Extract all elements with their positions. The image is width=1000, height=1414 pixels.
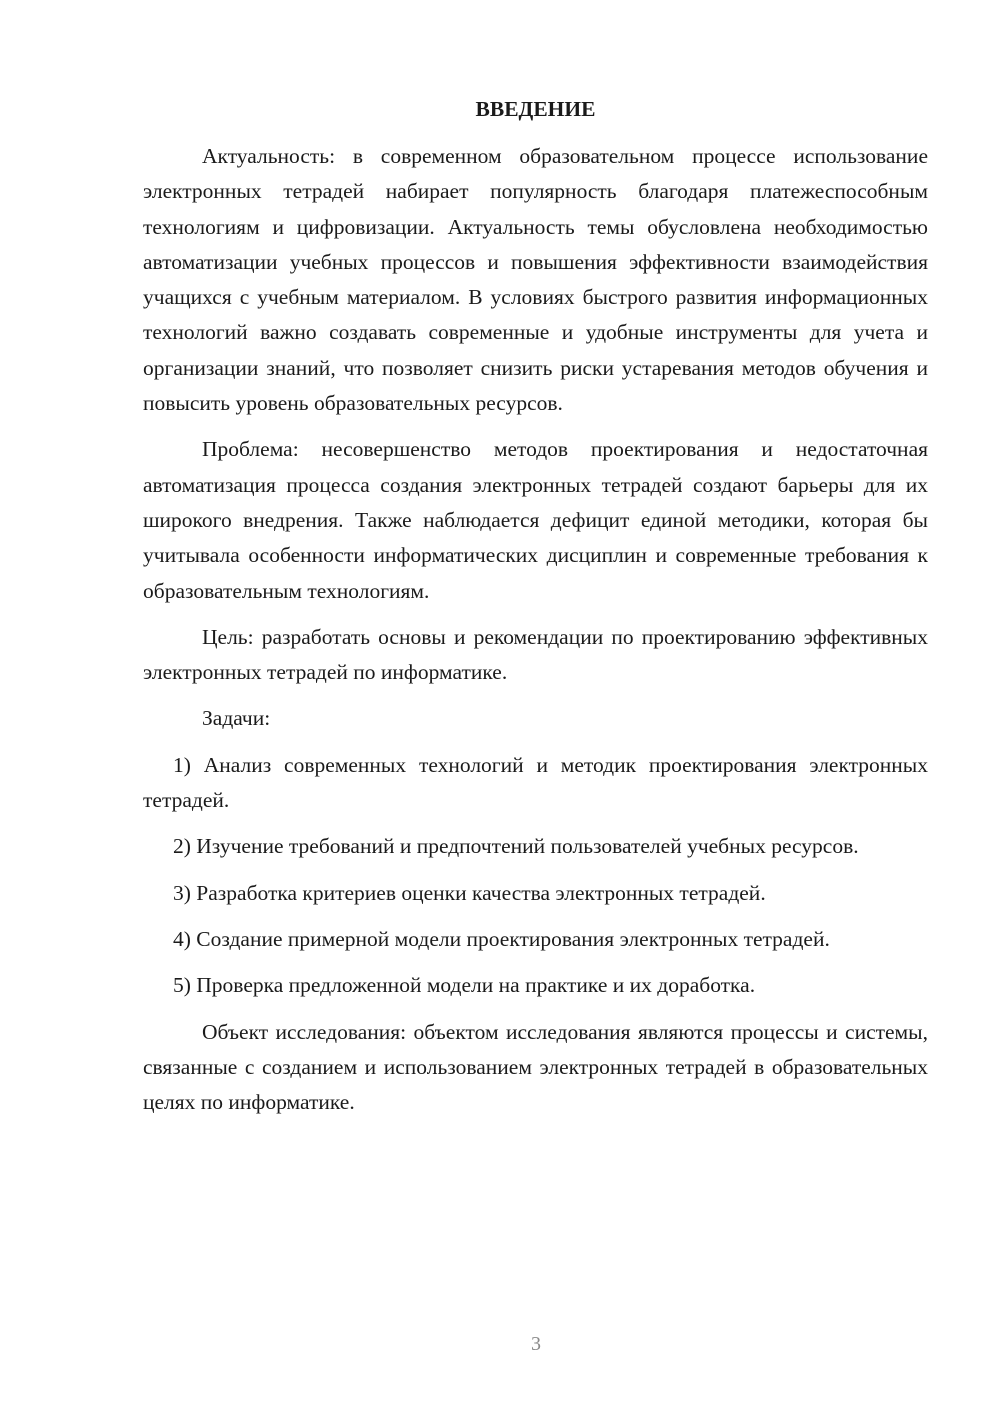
task-item-1: 1) Анализ современных технологий и методик проектирования электронных тетрадей.	[143, 752, 928, 813]
task-item-3: 3) Разработка критериев оценки качества электронных тетрадей.	[173, 880, 766, 905]
goal-paragraph: Цель: разработать основы и рекомендации по проектированию эффективных электронных тетрадей по информатике.	[143, 624, 928, 685]
page-number: 3	[531, 1333, 541, 1355]
task-item-4: 4) Создание примерной модели проектирования электронных тетрадей.	[173, 926, 830, 951]
task-item-5: 5) Проверка предложенной модели на практике и их доработка.	[173, 973, 756, 998]
problem-paragraph: Проблема: несовершенство методов проектирования и недостаточная автоматизация процесса создания электронных тетрадей создают барьеры для их широкого внедрения. Также наблюдается дефицит единой методики, которая бы учитывала особенности информатических дисциплин и современные требования к образовательным технологиям.	[143, 437, 928, 603]
task-item-2: 2) Изучение требований и предпочтений пользователей учебных ресурсов.	[173, 834, 859, 859]
relevance-paragraph: Актуальность: в современном образовательном процессе использование электронных тетрадей набирает популярность благодаря платежеспособным технологиям и цифровизации. Актуальность темы обусловлена необходимостью автоматизации учебных процессов и повышения эффективности взаимодействия учащихся с учебным материалом. В условиях быстрого развития информационных технологий важно создавать современные и удобные инструменты для учета и организации знаний, что позволяет снизить риски устаревания методов обучения и повысить уровень образовательных ресурсов.	[143, 144, 928, 416]
section-title: ВВЕДЕНИЕ	[475, 97, 596, 121]
object-paragraph: Объект исследования: объектом исследования являются процессы и системы, связанные с созданием и использованием электронных тетрадей в образовательных целях по информатике.	[143, 1019, 928, 1115]
document-page	[143, 92, 928, 1131]
tasks-heading: Задачи:	[202, 706, 271, 731]
